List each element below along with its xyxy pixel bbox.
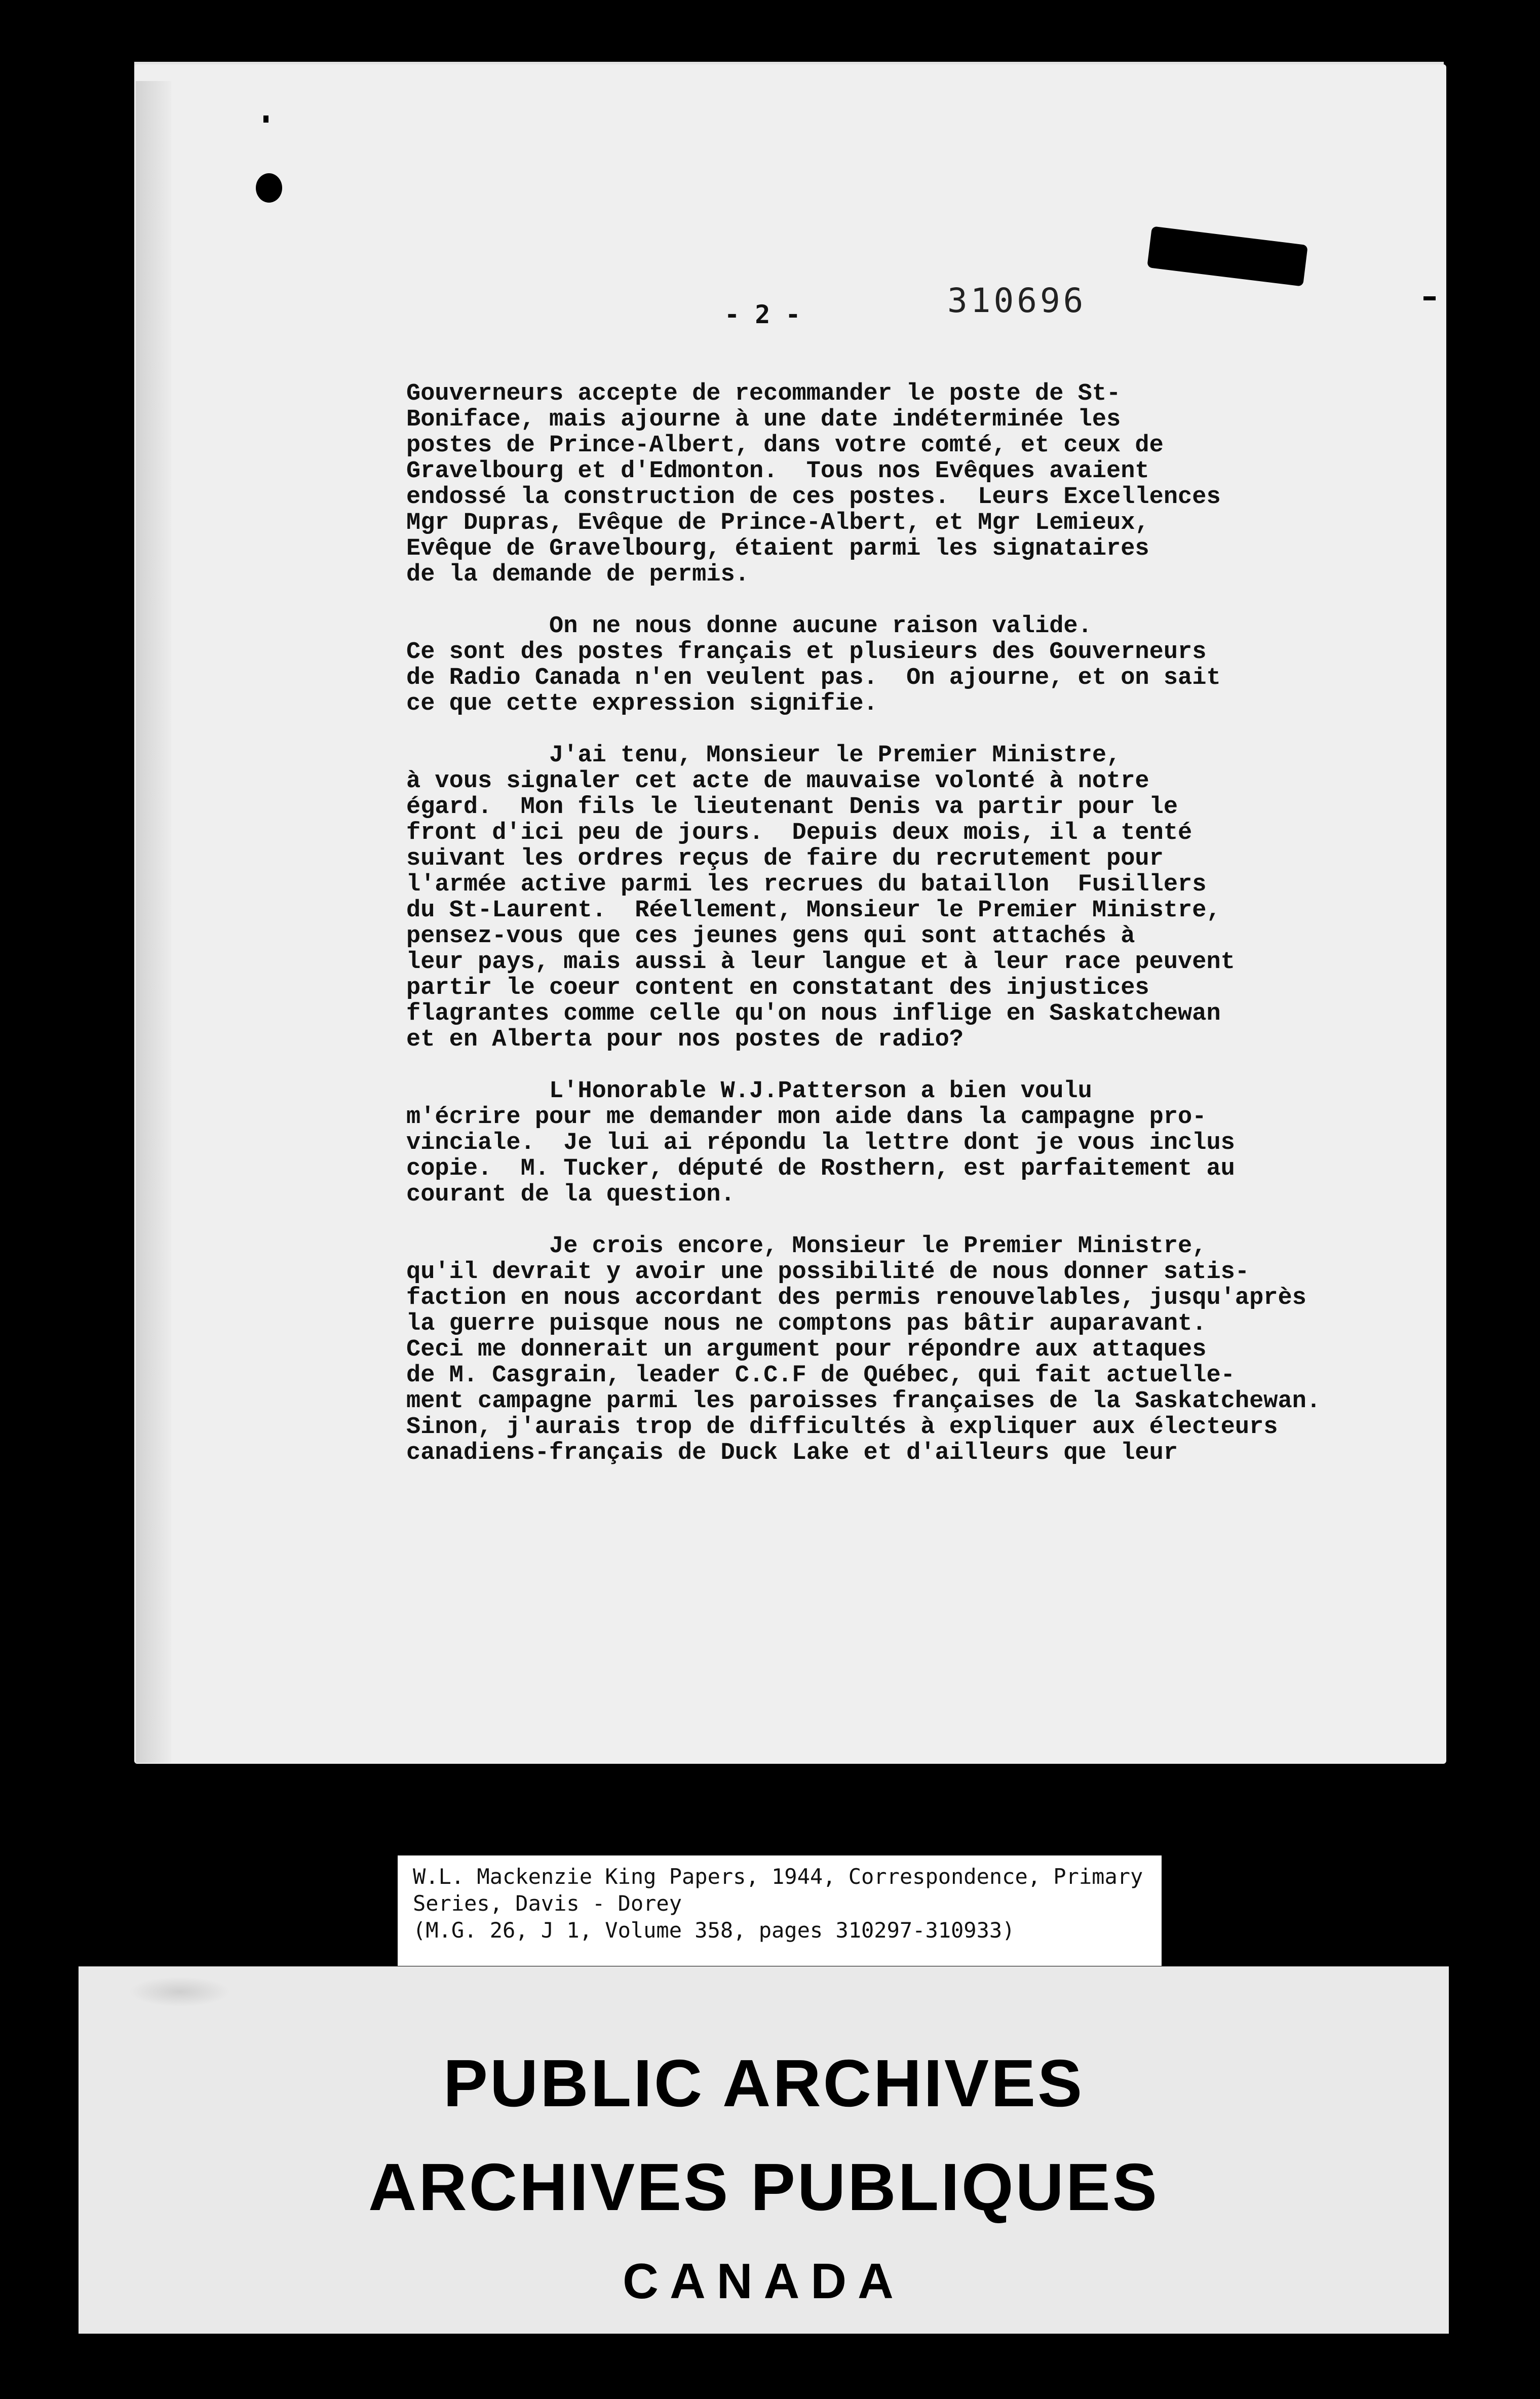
punch-mark xyxy=(263,115,268,123)
letter-line: et en Alberta pour nos postes de radio? xyxy=(406,1026,964,1053)
letter-paragraph xyxy=(406,1078,1435,1208)
letter-line: qu'il devrait y avoir une possibilité de nous donner satis- xyxy=(406,1259,1250,1286)
letter-paragraph xyxy=(406,613,1435,717)
caption-line: W.L. Mackenzie King Papers, 1944, Correspondence, Primary xyxy=(413,1864,1143,1889)
letter-line: égard. Mon fils le lieutenant Denis va partir pour le xyxy=(406,794,1178,821)
letter-line: suivant les ordres reçus de faire du recrutement pour xyxy=(406,845,1164,872)
banner-line-canada: CANADA xyxy=(623,2253,905,2309)
letter-line: endossé la construction de ces postes. Leurs Excellences xyxy=(406,484,1221,511)
hole-punch-dot xyxy=(256,173,282,203)
letter-line: ment campagne parmi les paroisses françaises de la Saskatchewan. xyxy=(406,1388,1321,1415)
letter-line: Evêque de Gravelbourg, étaient parmi les signataires xyxy=(406,535,1149,562)
letter-line: Gravelbourg et d'Edmonton. Tous nos Evêques avaient xyxy=(406,458,1149,485)
letter-line: leur pays, mais aussi à leur langue et à leur race peuvent xyxy=(406,949,1235,976)
letter-line: Sinon, j'aurais trop de difficultés à expliquer aux électeurs xyxy=(406,1414,1278,1441)
letter-line: partir le coeur content en constatant des injustices xyxy=(406,975,1149,1001)
letter-line: l'armée active parmi les recrues du bataillon Fusillers xyxy=(406,871,1207,898)
letter-line: de la demande de permis. xyxy=(406,561,749,588)
letter-line: On ne nous donne aucune raison valide. xyxy=(406,613,1092,640)
archives-banner xyxy=(79,1966,1449,2334)
letter-line: de M. Casgrain, leader C.C.F de Québec, qui fait actuelle- xyxy=(406,1362,1235,1389)
letter-line: courant de la question. xyxy=(406,1181,735,1208)
letter-line: Boniface, mais ajourne à une date indéterminée les xyxy=(406,406,1121,433)
archive-stamp-number: 310696 xyxy=(947,281,1087,320)
page-edge xyxy=(136,81,171,1763)
letter-line: m'écrire pour me demander mon aide dans la campagne pro- xyxy=(406,1104,1207,1131)
caption-line: (M.G. 26, J 1, Volume 358, pages 310297-310933) xyxy=(413,1918,1015,1943)
letter-line: faction en nous accordant des permis renouvelables, jusqu'après xyxy=(406,1285,1306,1311)
letter-line: pensez-vous que ces jeunes gens qui sont attachés à xyxy=(406,923,1135,950)
letter-line: de Radio Canada n'en veulent pas. On ajourne, et on sait xyxy=(406,665,1221,691)
letter-line: Je crois encore, Monsieur le Premier Ministre, xyxy=(406,1233,1207,1260)
letter-line: Ce sont des postes français et plusieurs des Gouverneurs xyxy=(406,639,1207,666)
letter-paragraph xyxy=(406,381,1435,588)
letter-line: J'ai tenu, Monsieur le Premier Ministre, xyxy=(406,742,1121,769)
caption-line: Series, Davis - Dorey xyxy=(413,1891,682,1916)
letter-line: vinciale. Je lui ai répondu la lettre dont je vous inclus xyxy=(406,1130,1235,1156)
letter-paragraph xyxy=(406,743,1435,1053)
letter-line: Gouverneurs accepte de recommander le poste de St- xyxy=(406,380,1121,407)
letter-line: canadiens-français de Duck Lake et d'ailleurs que leur xyxy=(406,1440,1178,1466)
letter-line: flagrantes comme celle qu'on nous inflige en Saskatchewan xyxy=(406,1000,1221,1027)
letter-line: du St-Laurent. Réellement, Monsieur le Premier Ministre, xyxy=(406,897,1221,924)
letter-line: copie. M. Tucker, député de Rosthern, est parfaitement au xyxy=(406,1155,1235,1182)
letter-paragraph xyxy=(406,1233,1435,1466)
letter-line: Mgr Dupras, Evêque de Prince-Albert, et Mgr Lemieux, xyxy=(406,510,1149,536)
banner-line-archives-publiques: ARCHIVES PUBLIQUES xyxy=(368,2150,1159,2224)
letter-body xyxy=(406,381,1435,1492)
letter-line: ce que cette expression signifie. xyxy=(406,690,878,717)
letter-line: la guerre puisque nous ne comptons pas bâtir auparavant. xyxy=(406,1310,1207,1337)
page-number: - 2 - xyxy=(724,300,801,329)
smudge xyxy=(129,1977,230,2007)
letter-line: Ceci me donnerait un argument pour répondre aux attaques xyxy=(406,1336,1207,1363)
letter-line: postes de Prince-Albert, dans votre comté, et ceux de xyxy=(406,432,1164,459)
letter-line: front d'ici peu de jours. Depuis deux mois, il a tenté xyxy=(406,820,1192,846)
banner-line-public-archives: PUBLIC ARCHIVES xyxy=(443,2046,1085,2120)
margin-tick xyxy=(1423,296,1436,300)
archive-caption xyxy=(398,1855,1162,1966)
letter-line: à vous signaler cet acte de mauvaise volonté à notre xyxy=(406,768,1149,795)
letter-line: L'Honorable W.J.Patterson a bien voulu xyxy=(406,1078,1092,1105)
